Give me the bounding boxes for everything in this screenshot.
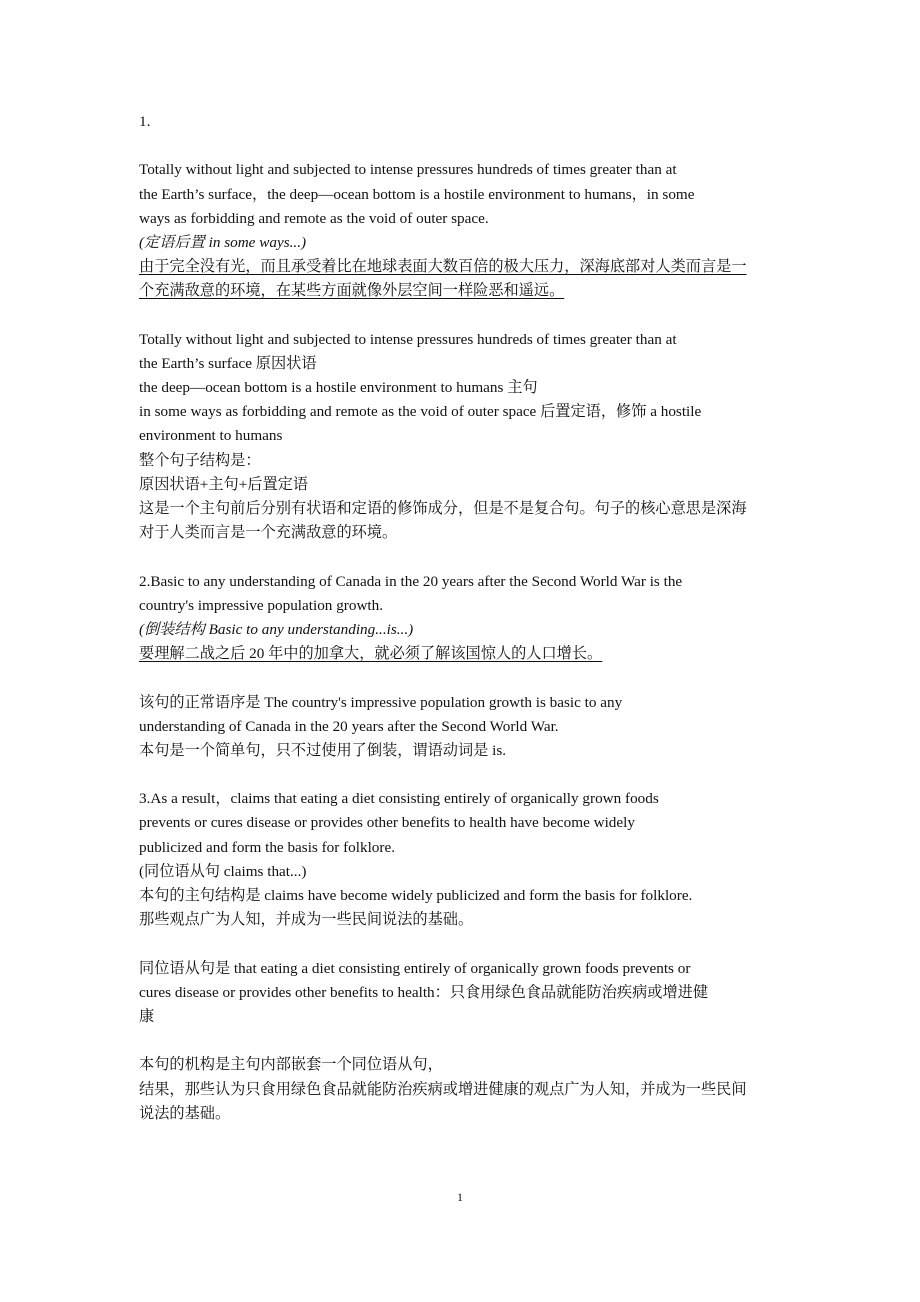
analysis-1-line-2: the Earth’s surface 原因状语 xyxy=(139,354,317,372)
analysis-3-line-7: 结果，那些认为只食用绿色食品就能防治疾病或增进健康的观点广为人知，并成为一些民间 xyxy=(139,1080,747,1098)
analysis-1-line-8: 这是一个主句前后分别有状语和定语的修饰成分，但是不是复合句。句子的核心意思是深海 xyxy=(139,500,747,517)
analysis-1-line-7: 原因状语+主句+后置定语 xyxy=(139,475,309,493)
analysis-2-line-2: understanding of Canada in the 20 years after the Second World War. xyxy=(139,717,559,735)
analysis-3-line-2: 那些观点广为人知，并成为一些民间说法的基础。 xyxy=(139,911,474,929)
blank-line xyxy=(139,545,789,569)
translation-2: 要理解二战之后 20 年中的加拿大，就必须了解该国惊人的人口增长。 xyxy=(139,645,603,663)
analysis-3-line-5: 康 xyxy=(139,1007,155,1025)
sentence-3-line-2: prevents or cures disease or provides other benefits to health have become widely xyxy=(139,814,635,832)
analysis-2-line-3: 本句是一个简单句，只不过使用了倒装，谓语动词是 is. xyxy=(139,741,507,759)
grammar-note-1: (定语后置 in some ways...) xyxy=(139,233,307,251)
analysis-3-line-3: 同位语从句是 that eating a diet consisting entirely of organically grown foods prevents or xyxy=(139,959,691,977)
sentence-2-line-2: country's impressive population growth. xyxy=(139,596,384,614)
sentence-3-line-1: 3.As a result，claims that eating a diet consisting entirely of organically grown foods xyxy=(139,790,659,808)
analysis-3-line-6: 本句的机构是主句内部嵌套一个同位语从句， xyxy=(139,1056,443,1074)
sentence-3-line-3: publicized and form the basis for folklore. xyxy=(139,838,395,856)
analysis-3-line-1: 本句的主句结构是 claims have become widely publicized and form the basis for folklore. xyxy=(139,887,693,904)
blank-line xyxy=(139,304,789,328)
analysis-2-line-1: 该句的正常语序是 The country's impressive population growth is basic to any xyxy=(139,693,623,711)
translation-1-line-2: 个充满敌意的环境，在某些方面就像外层空间一样险恶和遥远。 xyxy=(139,282,565,300)
sentence-1-line-1: Totally without light and subjected to intense pressures hundreds of times greater than at xyxy=(139,161,677,179)
analysis-1-line-5: environment to humans xyxy=(139,427,283,445)
grammar-note-2: (倒装结构 Basic to any understanding...is...) xyxy=(139,620,414,638)
analysis-1-line-1: Totally without light and subjected to intense pressures hundreds of times greater than at xyxy=(139,330,677,348)
grammar-note-3: (同位语从句 claims that...) xyxy=(139,862,307,880)
sentence-2-line-1: 2.Basic to any understanding of Canada in the 20 years after the Second World War is the xyxy=(139,572,683,590)
analysis-3-line-8: 说法的基础。 xyxy=(139,1104,231,1122)
blank-line xyxy=(139,134,789,158)
analysis-3-line-4: cures disease or provides other benefits to health：只食用绿色食品就能防治疾病或增进健 xyxy=(139,983,709,1001)
blank-line xyxy=(139,932,789,956)
sentence-1-line-2: the Earth’s surface，the deep—ocean bottom is a hostile environment to humans，in some xyxy=(139,185,695,203)
document-body xyxy=(139,110,789,1126)
analysis-1-line-3: the deep—ocean bottom is a hostile environment to humans 主句 xyxy=(139,379,538,397)
analysis-1-line-4: in some ways as forbidding and remote as the void of outer space 后置定语，修饰 a hostile xyxy=(139,403,702,421)
analysis-1-line-6: 整个句子结构是： xyxy=(139,451,261,469)
sentence-1-line-3: ways as forbidding and remote as the void of outer space. xyxy=(139,209,489,227)
page-number: 1 xyxy=(457,1190,463,1204)
blank-line xyxy=(139,763,789,787)
analysis-1-line-9: 对于人类而言是一个充满敌意的环境。 xyxy=(139,524,398,542)
blank-line xyxy=(139,1029,789,1053)
section-number-1: 1. xyxy=(139,113,151,130)
translation-1-line-1: 由于完全没有光，而且承受着比在地球表面大数百倍的极大压力，深海底部对人类而言是一 xyxy=(139,258,747,276)
blank-line xyxy=(139,666,789,690)
